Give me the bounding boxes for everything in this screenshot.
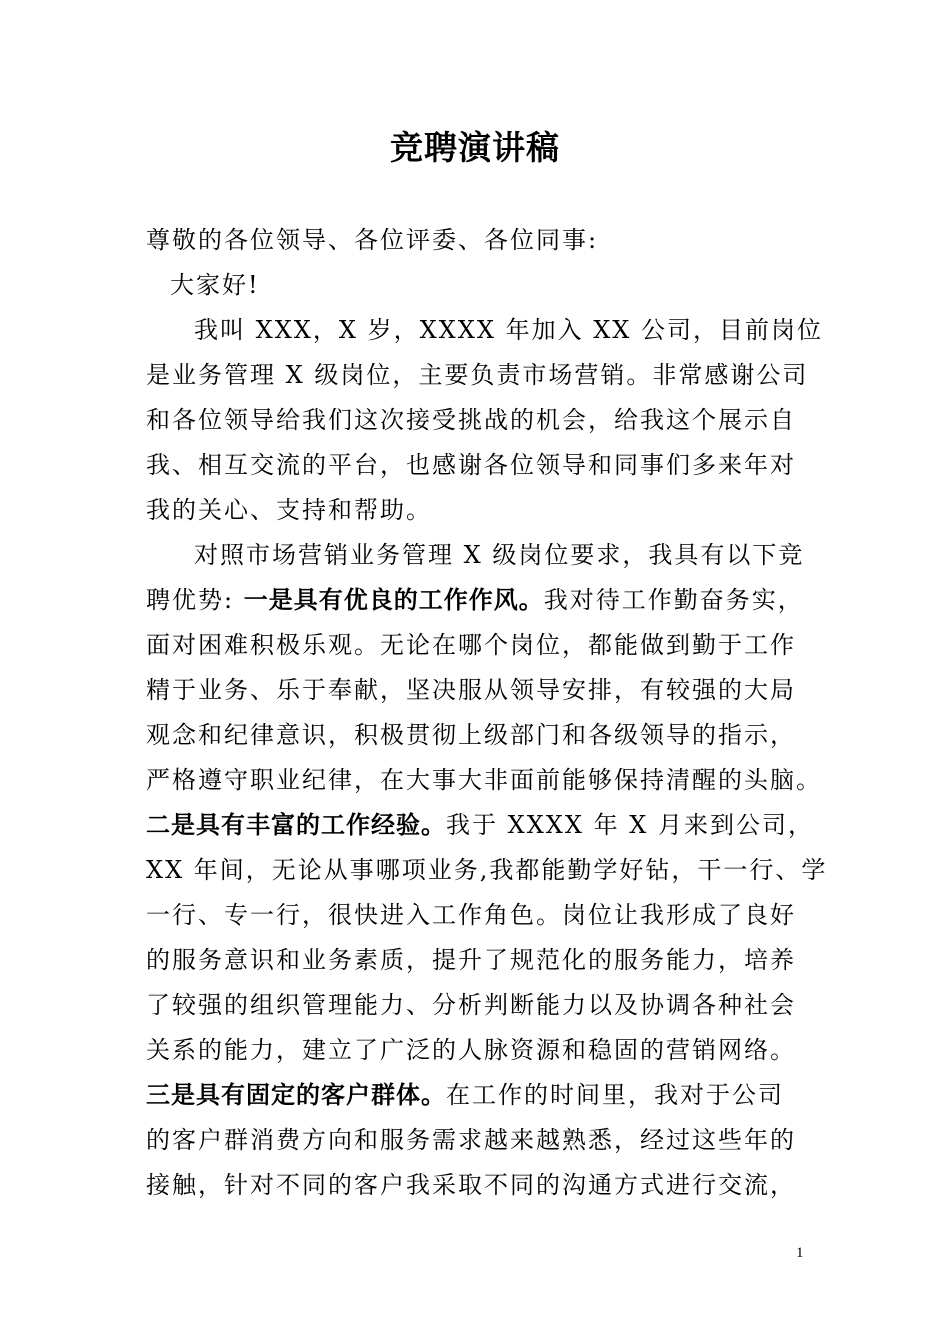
text-run: 我于 XXXX 年 X 月来到公司， — [446, 811, 814, 839]
document-title: 竞聘演讲稿 — [390, 128, 560, 167]
greeting: 大家好! — [170, 271, 260, 299]
paragraph-line: 和各位领导给我们这次接受挑战的机会，给我这个展示自 — [146, 406, 796, 434]
paragraph-line — [146, 582, 804, 618]
salutation: 尊敬的各位领导、各位评委、各位同事: — [146, 226, 599, 254]
text-run: 我对待工作勤奋务实， — [543, 586, 804, 614]
paragraph-line: 精于业务、乐于奉献，坚决服从领导安排，有较强的大局 — [146, 676, 796, 704]
text-run: 在工作的时间里，我对于公司 — [446, 1081, 784, 1109]
paragraph-line: 对照市场营销业务管理 X 级岗位要求，我具有以下竞 — [194, 541, 805, 569]
paragraph-line — [146, 1077, 784, 1113]
paragraph-line: XX 年间，无论从事哪项业务,我都能勤学好钻，干一行、学 — [146, 856, 828, 884]
paragraph-line: 我、相互交流的平台，也感谢各位领导和同事们多来年对 — [146, 451, 796, 479]
bold-heading: 一是具有优良的工作作风。 — [243, 586, 544, 614]
paragraph-line: 我叫 XXX，X 岁，XXXX 年加入 XX 公司，目前岗位 — [194, 316, 824, 344]
paragraph-line: 的服务意识和业务素质，提升了规范化的服务能力，培养 — [146, 946, 796, 974]
paragraph-line: 接触，针对不同的客户我采取不同的沟通方式进行交流， — [146, 1171, 796, 1199]
paragraph-line: 面对困难积极乐观。无论在哪个岗位，都能做到勤于工作 — [146, 631, 796, 659]
paragraph-line: 观念和纪律意识，积极贯彻上级部门和各级领导的指示， — [146, 721, 796, 749]
bold-heading: 三是具有固定的客户群体。 — [146, 1081, 446, 1109]
paragraph-line: 一行、专一行，很快进入工作角色。岗位让我形成了良好 — [146, 901, 796, 929]
paragraph-line — [146, 807, 814, 843]
paragraph-line: 我的关心、支持和帮助。 — [146, 496, 432, 524]
bold-heading: 二是具有丰富的工作经验。 — [146, 811, 446, 839]
page-number: 1 — [796, 1245, 804, 1261]
paragraph-line: 关系的能力，建立了广泛的人脉资源和稳固的营销网络。 — [146, 1036, 796, 1064]
paragraph-line: 的客户群消费方向和服务需求越来越熟悉，经过这些年的 — [146, 1126, 796, 1154]
paragraph-line: 是业务管理 X 级岗位，主要负责市场营销。非常感谢公司 — [146, 361, 809, 389]
text-run: 聘优势: — [146, 586, 244, 614]
paragraph-line: 严格遵守职业纪律，在大事大非面前能够保持清醒的头脑。 — [146, 766, 822, 794]
paragraph-line: 了较强的组织管理能力、分析判断能力以及协调各种社会 — [146, 991, 796, 1019]
